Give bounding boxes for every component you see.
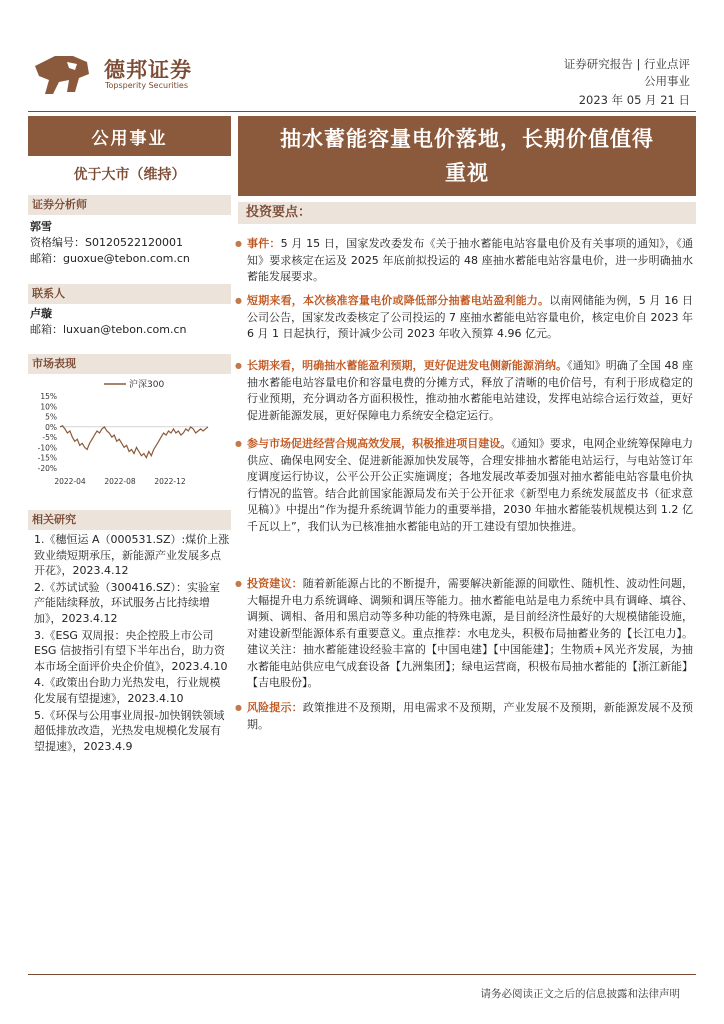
footer-divider (28, 974, 696, 975)
bullet-lead: 风险提示： (247, 701, 303, 714)
market-chart (28, 372, 231, 492)
y-tick-label: -10% (37, 443, 57, 453)
research-list (34, 532, 230, 754)
bullet-text: 以南网储能为例，5 月 16 日公司公告，国家发改委核定了公司投运的 7 座抽水蓄能电站容量电价，核定电价自 2023 年 6 月 1 日起执行，预计减少公司 2023 年收入预算 4.96 亿元。 (247, 294, 693, 340)
contact-heading: 联系人 (28, 284, 231, 304)
y-tick-label: -5% (42, 433, 57, 443)
header-sector: 公用事业 (644, 74, 690, 88)
bullet-long-term (247, 358, 693, 424)
title-line-2: 重视 (445, 161, 489, 185)
research-item: 4.《政策出台助力光热发电，行业规模化发展有望提速》，2023.4.10 (34, 676, 221, 705)
header-divider (28, 111, 696, 112)
bullet-event (247, 236, 693, 286)
bullet-text: 政策推进不及预期，用电需求不及预期，产业发展不及预期，新能源发展不及预期。 (247, 701, 694, 731)
bullet-lead: 长期来看，明确抽水蓄能盈利预期，更好促进发电侧新能源消纳。 (247, 359, 568, 372)
bullet-lead: 参与市场促进经营合规高效发展，积极推进项目建设。 (247, 437, 512, 450)
research-heading: 相关研究 (28, 510, 231, 530)
y-tick-label: 15% (40, 392, 57, 401)
bullet-recommendation (247, 576, 693, 692)
bullet-text: 随着新能源占比的不断提升，需要解决新能源的间歇性、随机性、波动性问题，大幅提升电力系统调峰、调频和调压等能力。抽水蓄能电站是电力系统中具有调峰、填谷、调频、调相、备用和黑启动等多种功能的特殊电源，是目前经济性最好的大规模储能设施，对建设新型能源体系有重要意义。重点推荐：水电龙头，积极布局抽蓄业务的【长江电力】。建议关注：抽水蓄能建设经验丰富的【中国电建】【中国能建】；生物质+风光齐发展，为抽水蓄能电站供应电气成套设备【九洲集团】；绿电运营商，积极布局抽水蓄能的【浙江新能】【吉电股份】。 (247, 577, 694, 689)
legend-label: 沪深300 (129, 380, 165, 390)
analyst-email: 邮箱：guoxue@tebon.com.cn (30, 252, 190, 265)
x-tick-label: 2022-04 (54, 477, 86, 486)
report-date: 2023 年 05 月 21 日 (578, 93, 690, 107)
y-tick-label: 0% (45, 422, 57, 432)
logo-subtext: Topsperity Securities (105, 81, 189, 90)
title-line-1: 抽水蓄能容量电价落地，长期价值值得 (280, 127, 654, 151)
research-item: 2.《苏试试验（300416.SZ）：实验室产能陆续释放，环试服务占比持续增加》，2023.4.12 (34, 580, 221, 625)
footer-disclaimer: 请务必阅读正文之后的信息披露和法律声明 (480, 988, 680, 1000)
bullet-lead: 事件： (247, 237, 281, 250)
bullet-risk (247, 700, 693, 733)
research-item: 1.《穗恒运 A（000531.SZ）:煤价上涨致业绩短期承压，新能源产业发展多点开花》，2023.4.12 (34, 533, 230, 578)
research-item: 3.《ESG 双周报：央企控股上市公司 ESG 信披指引有望下半年出台，助力资本市场全面评价央企价值》，2023.4.10 (34, 628, 228, 673)
y-tick-label: -15% (37, 453, 57, 463)
logo-text: 德邦证券 (104, 58, 192, 82)
contact-name: 卢璇 (30, 307, 52, 320)
market-heading: 市场表现 (28, 354, 231, 374)
y-tick-label: 10% (40, 402, 57, 412)
chart-series-line (60, 426, 208, 458)
report-type: 证券研究报告 | 行业点评 (563, 57, 690, 71)
y-tick-label: 5% (45, 412, 57, 422)
x-tick-label: 2022-08 (104, 477, 136, 486)
report-title (238, 116, 696, 196)
bullet-text: 《通知》要求，电网企业统筹保障电力供应、确保电网安全、促进新能源加快发展等，合理安排抽水蓄能电站运行，与电站签订年度调度运行协议，公平公开公正实施调度；各地发展改革委加强对抽水蓄能电站容量电价执行情况的监管。结合此前国家能源局发布关于公开征求《新型电力系统发展蓝皮书（征求意见稿）》中提出“作为提升系统调节能力的重要举措，2030 年抽水蓄能装机规模达到 1.2 亿千瓦以上”，我们认为已核准抽水蓄能电站的开工建设有望加快推进。 (247, 437, 694, 533)
analyst-heading: 证券分析师 (28, 195, 231, 215)
rating: 优于大市（维持） (73, 167, 186, 183)
analyst-name: 郭雪 (30, 220, 52, 233)
research-item: 5.《环保与公用事业周报-加快钢铁领域超低排放改造，光热发电规模化发展有望提速》，2023.4.9 (34, 708, 225, 753)
analyst-cert: 资格编号：S0120522120001 (30, 236, 183, 249)
bullet-lead: 短期来看，本次核准容量电价或降低部分抽蓄电站盈利能力。 (247, 294, 550, 307)
contact-email: 邮箱：luxuan@tebon.com.cn (30, 323, 187, 336)
logo-mark-icon (33, 52, 91, 96)
bullet-text: 《通知》明确了全国 48 座抽水蓄能电站容量电价和容量电费的分摊方式，释放了清晰的电价信号，有利于形成稳定的行业预期，充分调动各方面积极性，推动抽水蓄能电站建设，发挥电站综合运行效益，更好促进新能源发展，更好保障电力系统安全稳定运行。 (247, 359, 693, 422)
y-tick-label: -20% (37, 464, 57, 473)
bullet-market (247, 436, 693, 535)
investment-heading: 投资要点： (238, 202, 696, 224)
x-tick-label: 2022-12 (154, 477, 186, 486)
sector-box: 公用事业 (28, 116, 231, 156)
bullet-lead: 投资建议： (247, 577, 303, 590)
bullet-text: 5 月 15 日，国家发改委发布《关于抽水蓄能电站容量电价及有关事项的通知》，《通知》要求核定在运及 2025 年底前拟投运的 48 座抽水蓄能电站容量电价，进一步明确抽水蓄能发展要求。 (247, 237, 694, 283)
bullet-short-term (247, 293, 693, 343)
